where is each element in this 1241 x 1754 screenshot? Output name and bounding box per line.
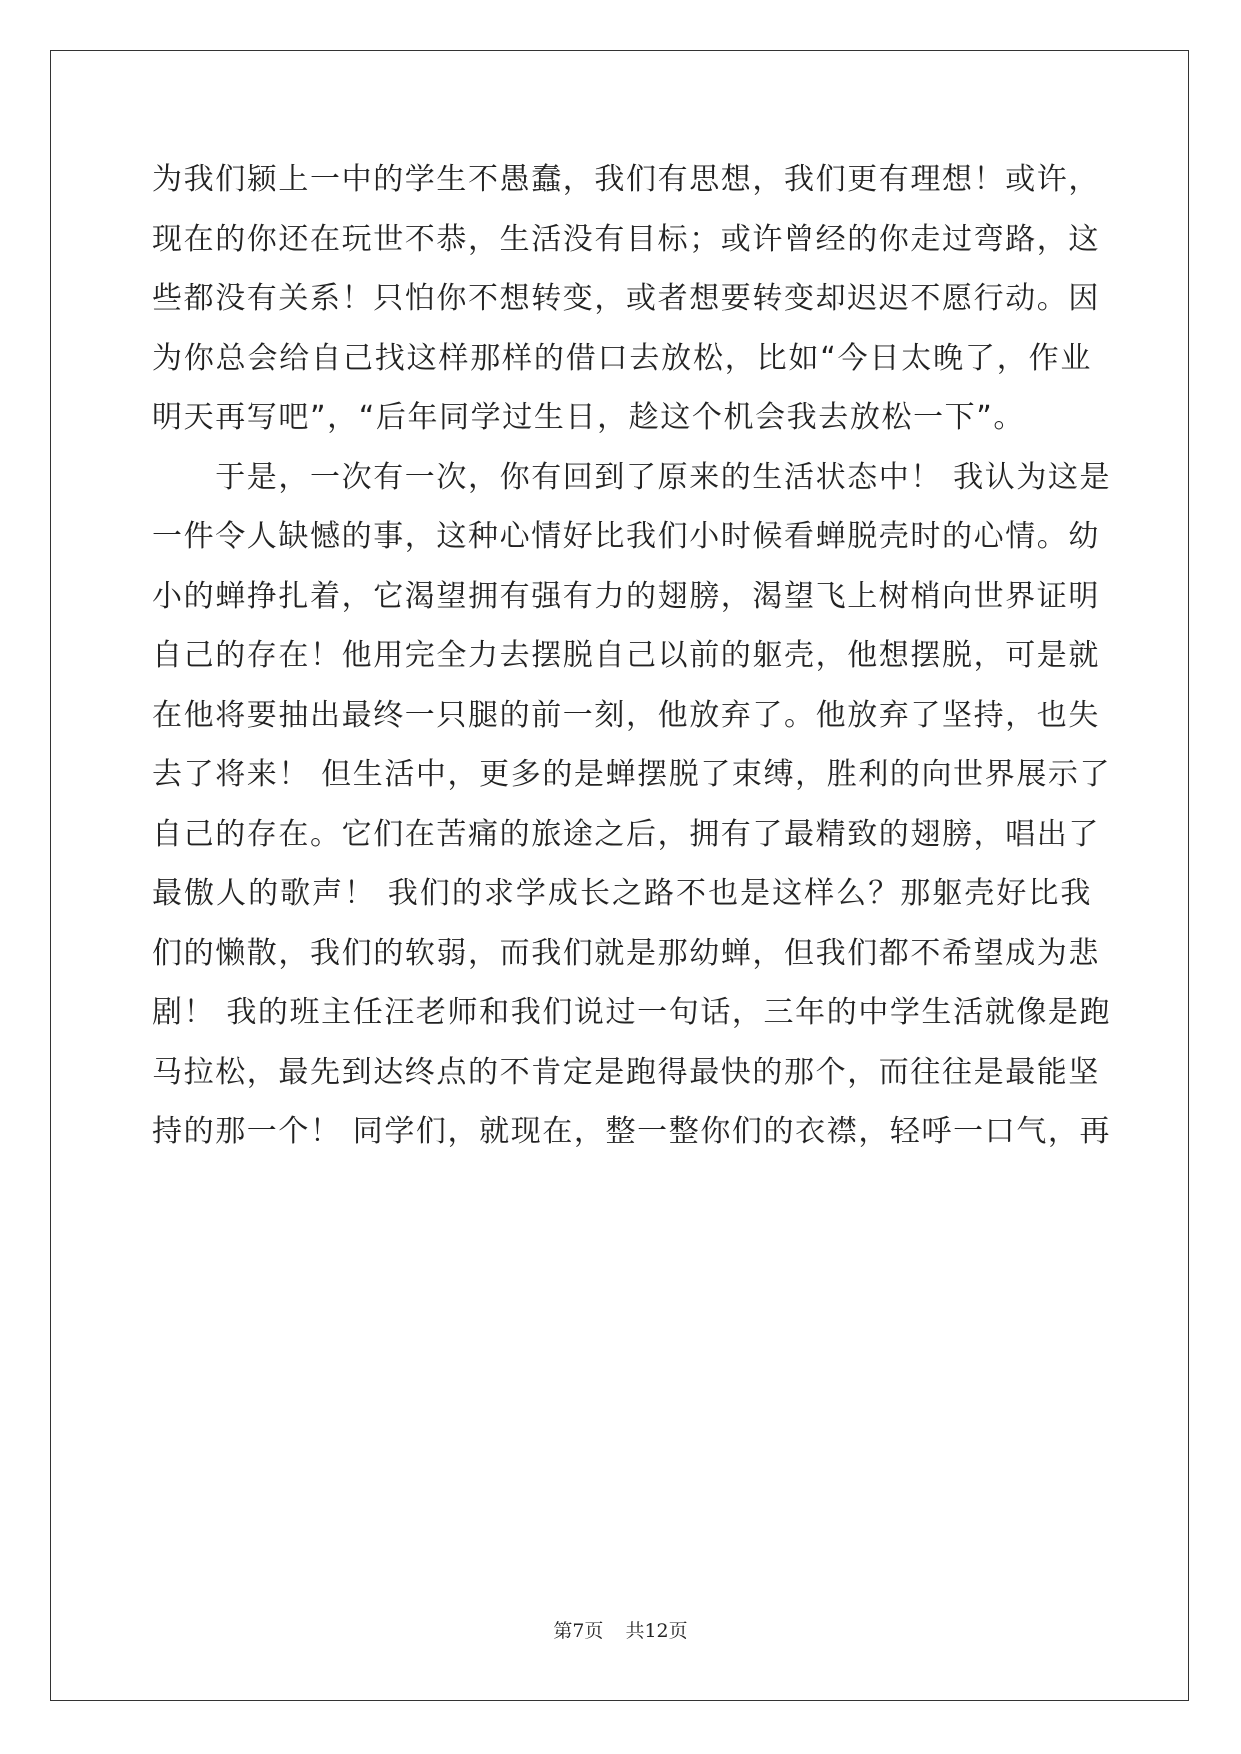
page-number-current: 第7页 (553, 1620, 604, 1642)
text-line: 自己的存在。它们在苦痛的旅途之后，拥有了最精致的翅膀，唱出了 (152, 816, 1100, 852)
text-line: 明天再写吧”，“后年同学过生日，趁这个机会我去放松一下”。 (152, 400, 1026, 435)
page-footer (0, 1616, 1241, 1643)
text-line: 去了将来！ 但生活中，更多的是蝉摆脱了束缚，胜利的向世界展示了 (152, 757, 1112, 792)
text-line: 在他将要抽出最终一只腿的前一刻，他放弃了。他放弃了坚持，也失 (152, 697, 1100, 733)
text-line: 为我们颍上一中的学生不愚蠢，我们有思想，我们更有理想！或许， (152, 162, 1100, 197)
text-line: 最傲人的歌声！ 我们的求学成长之路不也是这样么？那躯壳好比我 (152, 876, 1092, 911)
text-line: 小的蝉挣扎着，它渴望拥有强有力的翅膀，渴望飞上树梢向世界证明 (152, 578, 1100, 614)
body-text (152, 160, 1112, 1172)
page-number-total: 共12页 (625, 1620, 688, 1642)
text-line: 些都没有关系！只怕你不想转变，或者想要转变却迟迟不愿行动。因 (152, 281, 1100, 316)
text-line: 于是，一次有一次，你有回到了原来的生活状态中！ 我认为这是 (152, 459, 1112, 495)
text-line: 持的那一个！ 同学们，就现在，整一整你们的衣襟，轻呼一口气，再 (152, 1114, 1112, 1149)
text-line: 为你总会给自己找这样那样的借口去放松，比如“今日太晚了，作业 (152, 340, 1092, 376)
text-line: 剧！ 我的班主任汪老师和我们说过一句话，三年的中学生活就像是跑 (152, 995, 1112, 1030)
text-line: 马拉松，最先到达终点的不肯定是跑得最快的那个，而往往是最能坚 (152, 1054, 1100, 1090)
text-line: 现在的你还在玩世不恭，生活没有目标；或许曾经的你走过弯路，这 (152, 221, 1100, 257)
text-line: 们的懒散，我们的软弱，而我们就是那幼蝉，但我们都不希望成为悲 (152, 935, 1100, 971)
text-line: 自己的存在！他用完全力去摆脱自己以前的躯壳，他想摆脱，可是就 (152, 638, 1100, 673)
text-line: 一件令人缺憾的事，这种心情好比我们小时候看蝉脱壳时的心情。幼 (152, 519, 1100, 554)
